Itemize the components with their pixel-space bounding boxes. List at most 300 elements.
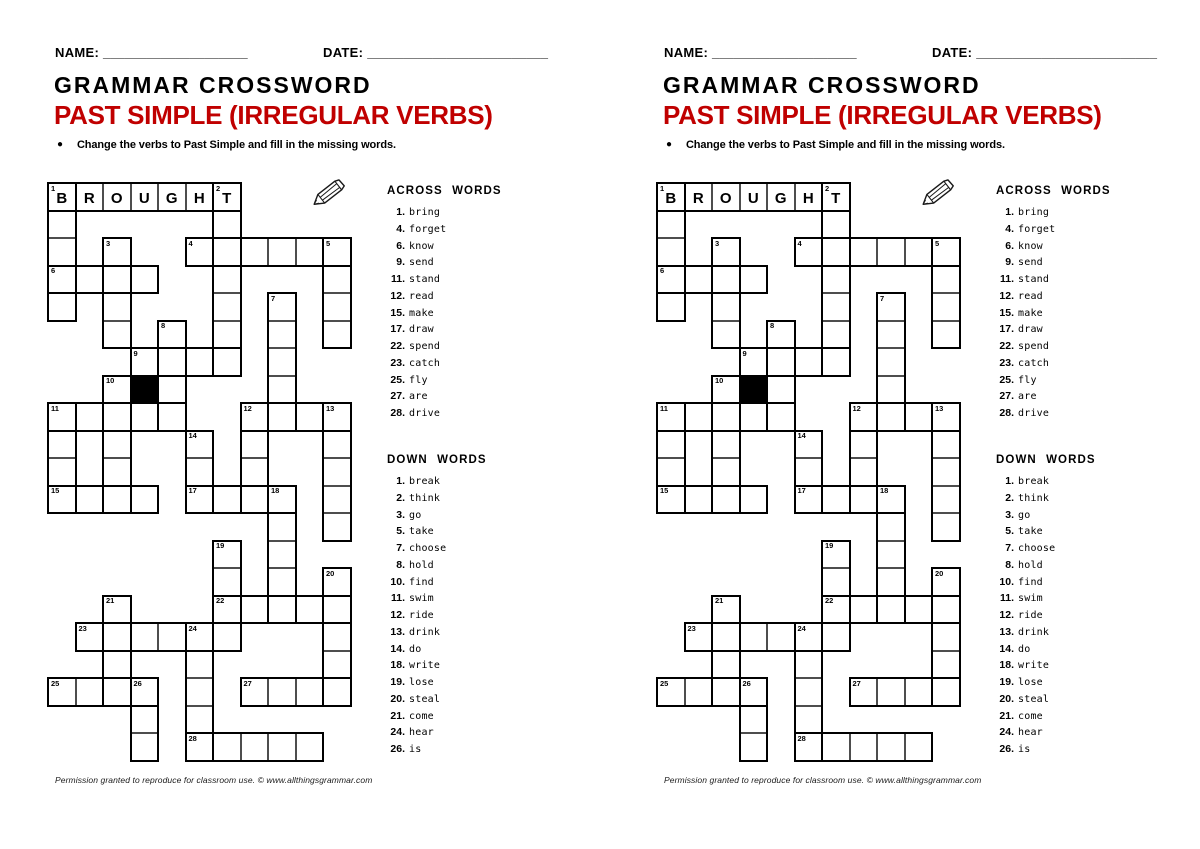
word-list-item (387, 288, 537, 305)
clue-word: come (409, 710, 434, 722)
crossword-cell (213, 623, 241, 651)
crossword-cell (795, 348, 823, 376)
crossword-cell (822, 211, 850, 239)
crossword-cell (712, 321, 740, 349)
crossword-cell (905, 403, 933, 431)
crossword-cell (657, 431, 685, 459)
crossword-cell (822, 238, 850, 266)
clue-number: 5. (396, 525, 405, 538)
cell-number: 25 (51, 678, 60, 688)
clue-word: hold (1018, 559, 1043, 571)
crossword-cell (712, 238, 740, 266)
crossword-cell (877, 596, 905, 624)
word-list-item (387, 708, 537, 725)
cell-number: 5 (326, 238, 331, 248)
clue-number: 15. (999, 306, 1014, 319)
crossword-cell (268, 376, 296, 404)
blocked-cell (740, 376, 768, 404)
crossword-cell (822, 568, 850, 596)
worksheet-subtitle: PAST SIMPLE (IRREGULAR VERBS) (54, 100, 493, 130)
clue-number: 19. (390, 676, 405, 688)
word-list-item (387, 271, 537, 288)
crossword-cell (740, 678, 768, 706)
word-list-item (387, 590, 537, 607)
worksheet-title: GRAMMAR CROSSWORD (663, 72, 981, 98)
clue-word: send (1018, 257, 1043, 269)
crossword-cell (186, 623, 214, 651)
crossword-cell (241, 678, 269, 706)
crossword-cell (103, 238, 131, 266)
date-blank-line: _________________________ (367, 45, 548, 60)
cell-number: 22 (216, 596, 225, 605)
word-list-item (387, 405, 537, 422)
clue-number: 11. (999, 273, 1014, 285)
word-list-item (996, 741, 1146, 758)
clue-word: bring (1018, 207, 1050, 218)
crossword-cell (296, 403, 324, 431)
crossword-cell (268, 541, 296, 569)
clue-number: 20. (390, 692, 405, 705)
crossword-cell (323, 513, 351, 541)
clue-number: 21. (999, 709, 1014, 722)
word-list-item (387, 523, 537, 540)
clue-number: 15. (390, 306, 405, 319)
crossword-cell (48, 458, 76, 486)
crossword-cell (186, 348, 214, 376)
clue-number: 5. (1005, 525, 1014, 538)
crossword-cell (877, 403, 905, 431)
crossword-cell (767, 403, 795, 431)
word-list-item (996, 238, 1146, 255)
crossword-cell (712, 678, 740, 706)
word-list-item (996, 523, 1146, 540)
word-list-item (387, 507, 537, 524)
cell-number: 7 (271, 293, 276, 303)
clue-word: drive (1018, 408, 1050, 419)
crossword-cell (103, 293, 131, 321)
cell-number: 8 (161, 321, 166, 330)
clue-word: steal (1018, 693, 1050, 705)
instruction-text: Change the verbs to Past Simple and fill in the missing words. (685, 139, 1005, 151)
cell-number: 8 (770, 321, 775, 330)
crossword-cell (268, 321, 296, 349)
worksheet-title: GRAMMAR CROSSWORD (54, 72, 372, 98)
clue-word: hold (409, 559, 434, 571)
crossword-cell (213, 568, 241, 596)
cell-number: 2 (216, 183, 221, 193)
cell-number: 24 (797, 623, 806, 633)
word-list-item (387, 607, 537, 624)
clue-word: break (1018, 476, 1050, 487)
crossword-cell (657, 238, 685, 266)
clue-number: 6. (396, 239, 405, 252)
crossword-cell (685, 623, 713, 651)
across-words-title: ACROSS WORDS (387, 185, 502, 197)
clue-number: 2. (1005, 491, 1014, 504)
crossword-cell (103, 321, 131, 349)
word-list-item (387, 388, 537, 405)
word-list-item (996, 221, 1146, 238)
clue-number: 18. (999, 659, 1014, 672)
word-list-item (996, 271, 1146, 288)
clue-number: 24. (999, 726, 1014, 739)
clue-word: read (409, 290, 434, 302)
clue-number: 6. (1005, 239, 1014, 252)
word-list-item (387, 254, 537, 271)
crossword-cell (268, 596, 296, 624)
crossword-cell (877, 541, 905, 569)
crossword-cell (850, 403, 878, 431)
crossword-cell (822, 293, 850, 321)
down-words-title: DOWN WORDS (387, 454, 487, 466)
crossword-cell (186, 458, 214, 486)
crossword-cell (712, 293, 740, 321)
crossword-cell (932, 403, 960, 431)
clue-number: 8. (1005, 558, 1014, 571)
crossword-cell (905, 238, 933, 266)
clue-number: 23. (999, 356, 1014, 369)
crossword-cell (158, 376, 186, 404)
cell-number: 9 (742, 348, 747, 358)
cell-number: 25 (660, 678, 669, 688)
cell-number: 13 (326, 403, 335, 413)
crossword-cell (103, 596, 131, 624)
name-row (664, 45, 857, 60)
crossword-cell (186, 706, 214, 734)
clue-word: know (409, 240, 434, 252)
crossword-cell (767, 348, 795, 376)
word-list-item (387, 321, 537, 338)
cell-number: 27 (852, 678, 861, 688)
cell-number: 6 (660, 266, 665, 275)
crossword-cell (268, 238, 296, 266)
crossword-cell (213, 348, 241, 376)
clue-word: do (1018, 643, 1031, 655)
crossword-cell (186, 431, 214, 459)
clue-word: take (409, 526, 434, 538)
cell-number: 7 (880, 293, 885, 303)
crossword-cell (740, 266, 768, 294)
clue-word: think (1018, 492, 1050, 504)
clue-number: 12. (390, 609, 405, 621)
word-list-item (996, 372, 1146, 389)
cell-number: 3 (715, 238, 720, 248)
clue-word: go (1018, 509, 1031, 521)
word-list-item (387, 238, 537, 255)
word-list-item (996, 254, 1146, 271)
clue-word: swim (1018, 593, 1043, 605)
clue-word: know (1018, 240, 1043, 252)
crossword-cell (795, 706, 823, 734)
crossword-cell (323, 266, 351, 294)
clue-word: make (1018, 307, 1043, 319)
crossword-cell (795, 733, 823, 761)
crossword-cell (158, 183, 186, 211)
crossword-cell (323, 678, 351, 706)
crossword-cell (822, 623, 850, 651)
clue-number: 1. (1005, 475, 1014, 487)
crossword-grid (657, 183, 960, 761)
word-list-item (996, 204, 1146, 221)
word-list-item (996, 574, 1146, 591)
crossword-cell (268, 403, 296, 431)
clue-number: 26. (390, 743, 405, 755)
crossword-cell (822, 486, 850, 514)
crossword-cell (932, 596, 960, 624)
clue-word: read (1018, 290, 1043, 302)
crossword-cell (131, 623, 159, 651)
cell-number: 18 (271, 486, 280, 495)
worksheet-subtitle: PAST SIMPLE (IRREGULAR VERBS) (663, 100, 1102, 130)
clue-number: 14. (390, 642, 405, 655)
crossword-cell (685, 678, 713, 706)
pencil-icon (915, 176, 961, 212)
word-list-item (996, 338, 1146, 355)
crossword-cell (877, 293, 905, 321)
crossword-cell (213, 321, 241, 349)
crossword-cell (932, 486, 960, 514)
crossword-cell (767, 183, 795, 211)
clue-number: 3. (1005, 508, 1014, 521)
crossword-cell (76, 623, 104, 651)
clue-number: 4. (396, 222, 405, 235)
crossword-cell (241, 596, 269, 624)
crossword-cell (657, 293, 685, 321)
clue-word: forget (409, 223, 447, 235)
crossword-cell (740, 733, 768, 761)
word-list-item (996, 540, 1146, 557)
clue-word: draw (1018, 324, 1043, 336)
crossword-cell (685, 486, 713, 514)
crossword-cell (685, 183, 713, 211)
clue-number: 1. (396, 206, 405, 218)
word-list-item (387, 624, 537, 641)
clue-word: steal (409, 693, 441, 705)
crossword-cell (268, 678, 296, 706)
crossword-cell (268, 733, 296, 761)
cell-number: 19 (216, 541, 225, 550)
crossword-cell (685, 266, 713, 294)
crossword-cell (822, 266, 850, 294)
word-list-item (996, 288, 1146, 305)
crossword-cell (932, 678, 960, 706)
clue-number: 9. (1005, 256, 1014, 269)
crossword-cell (296, 238, 324, 266)
crossword-cell (296, 678, 324, 706)
prefilled-letter: R (692, 190, 704, 207)
clue-word: choose (1018, 543, 1056, 554)
cell-number: 10 (106, 376, 115, 385)
clue-number: 11. (390, 592, 405, 605)
clue-number: 4. (1005, 222, 1014, 235)
clue-word: send (409, 257, 434, 269)
crossword-cell (131, 733, 159, 761)
prefilled-letter: B (56, 190, 68, 207)
prefilled-letter: R (83, 190, 95, 207)
clue-number: 19. (999, 676, 1014, 688)
crossword-cell (323, 596, 351, 624)
word-list-item (387, 657, 537, 674)
clue-number: 23. (390, 356, 405, 369)
clue-word: hear (409, 727, 434, 739)
clue-number: 21. (390, 709, 405, 722)
bullet-icon: ● (57, 139, 63, 150)
word-list-item (996, 624, 1146, 641)
down-words-list (387, 473, 537, 758)
clue-word: write (1018, 660, 1050, 672)
word-list-item (387, 490, 537, 507)
crossword-cell (795, 623, 823, 651)
crossword-cell (822, 183, 850, 211)
name-row (55, 45, 248, 60)
name-blank-line: ____________________ (712, 45, 857, 60)
crossword-cell (932, 651, 960, 679)
crossword-cell (795, 651, 823, 679)
crossword-cell (323, 458, 351, 486)
prefilled-letter: B (665, 190, 677, 207)
crossword-cell (213, 486, 241, 514)
crossword-cell (712, 431, 740, 459)
cell-number: 9 (133, 348, 138, 358)
crossword-cell (48, 431, 76, 459)
clue-number: 13. (999, 625, 1014, 638)
crossword-cell (186, 486, 214, 514)
cell-number: 2 (825, 183, 830, 193)
clue-number: 1. (1005, 206, 1014, 218)
crossword-cell (877, 348, 905, 376)
crossword-cell (822, 348, 850, 376)
crossword-cell (131, 348, 159, 376)
footer-copyright: Permission granted to reproduce for classroom use. © www.allthingsgrammar.com (664, 775, 982, 785)
clue-word: stand (1018, 274, 1050, 285)
clue-word: drive (409, 408, 441, 419)
clue-word: find (1018, 576, 1043, 588)
prefilled-letter: H (802, 190, 814, 207)
instruction-text: Change the verbs to Past Simple and fill in the missing words. (76, 139, 396, 151)
crossword-cell (268, 348, 296, 376)
crossword-cell (905, 733, 933, 761)
clue-word: write (409, 660, 441, 672)
crossword-cell (323, 321, 351, 349)
cell-number: 19 (825, 541, 834, 550)
crossword-cell (48, 211, 76, 239)
crossword-cell (657, 678, 685, 706)
crossword-cell (850, 458, 878, 486)
clue-word: catch (1018, 357, 1050, 369)
word-list-item (387, 372, 537, 389)
crossword-cell (103, 376, 131, 404)
word-list-item (387, 473, 537, 490)
clue-number: 27. (999, 390, 1014, 403)
crossword-cell (740, 486, 768, 514)
crossword-grid (48, 183, 351, 761)
word-list-item (387, 540, 537, 557)
crossword-cell (712, 486, 740, 514)
crossword-cell (323, 486, 351, 514)
crossword-cell (103, 486, 131, 514)
crossword-cell (131, 403, 159, 431)
crossword-cell (103, 431, 131, 459)
prefilled-letter: G (165, 190, 178, 207)
crossword-cell (241, 733, 269, 761)
clue-number: 17. (999, 323, 1014, 336)
crossword-cell (795, 486, 823, 514)
cell-number: 26 (742, 678, 751, 688)
crossword-cell (103, 183, 131, 211)
clue-number: 22. (999, 340, 1014, 352)
crossword-cell (822, 596, 850, 624)
crossword-cell (268, 293, 296, 321)
crossword-cell (877, 376, 905, 404)
crossword-cell (932, 623, 960, 651)
date-blank-line: _________________________ (976, 45, 1157, 60)
name-blank-line: ____________________ (103, 45, 248, 60)
word-list-item (387, 674, 537, 691)
crossword-cell (877, 486, 905, 514)
down-words-section (387, 454, 537, 758)
word-list-item (387, 305, 537, 322)
crossword-cell (186, 238, 214, 266)
crossword-cell (657, 403, 685, 431)
crossword-cell (877, 321, 905, 349)
down-words-list (996, 473, 1146, 758)
crossword-cell (850, 733, 878, 761)
prefilled-letter: U (138, 190, 150, 207)
across-words-title: ACROSS WORDS (996, 185, 1111, 197)
clue-word: drink (1018, 626, 1050, 638)
clue-word: go (409, 509, 422, 521)
prefilled-letter: U (747, 190, 759, 207)
word-list-item (996, 691, 1146, 708)
crossword-cell (268, 568, 296, 596)
clue-number: 28. (390, 407, 405, 419)
clue-number: 11. (999, 592, 1014, 605)
crossword-cell (712, 623, 740, 651)
crossword-cell (795, 458, 823, 486)
clue-number: 26. (999, 743, 1014, 755)
crossword-cell (932, 266, 960, 294)
clue-word: hear (1018, 727, 1043, 739)
name-label: NAME: (55, 45, 100, 60)
cell-number: 23 (78, 623, 87, 633)
footer-copyright: Permission granted to reproduce for classroom use. © www.allthingsgrammar.com (55, 775, 373, 785)
cell-number: 22 (825, 596, 834, 605)
crossword-cell (213, 238, 241, 266)
crossword-cell (905, 678, 933, 706)
crossword-cell (241, 403, 269, 431)
prefilled-letter: T (222, 190, 232, 207)
crossword-cell (323, 651, 351, 679)
crossword-cell (76, 266, 104, 294)
crossword-cell (213, 733, 241, 761)
date-label: DATE: (323, 45, 364, 60)
cell-number: 1 (660, 183, 665, 193)
crossword-cell (158, 321, 186, 349)
clue-word: do (409, 643, 422, 655)
clue-number: 17. (390, 323, 405, 336)
clue-word: spend (409, 341, 441, 352)
crossword-cell (740, 623, 768, 651)
crossword-cell (48, 183, 76, 211)
word-list-item (996, 590, 1146, 607)
crossword-cell (877, 513, 905, 541)
crossword-cell (131, 486, 159, 514)
prefilled-letter: T (831, 190, 841, 207)
cell-number: 17 (188, 486, 197, 495)
crossword-cell (822, 733, 850, 761)
word-list-item (996, 674, 1146, 691)
crossword-cell (48, 238, 76, 266)
